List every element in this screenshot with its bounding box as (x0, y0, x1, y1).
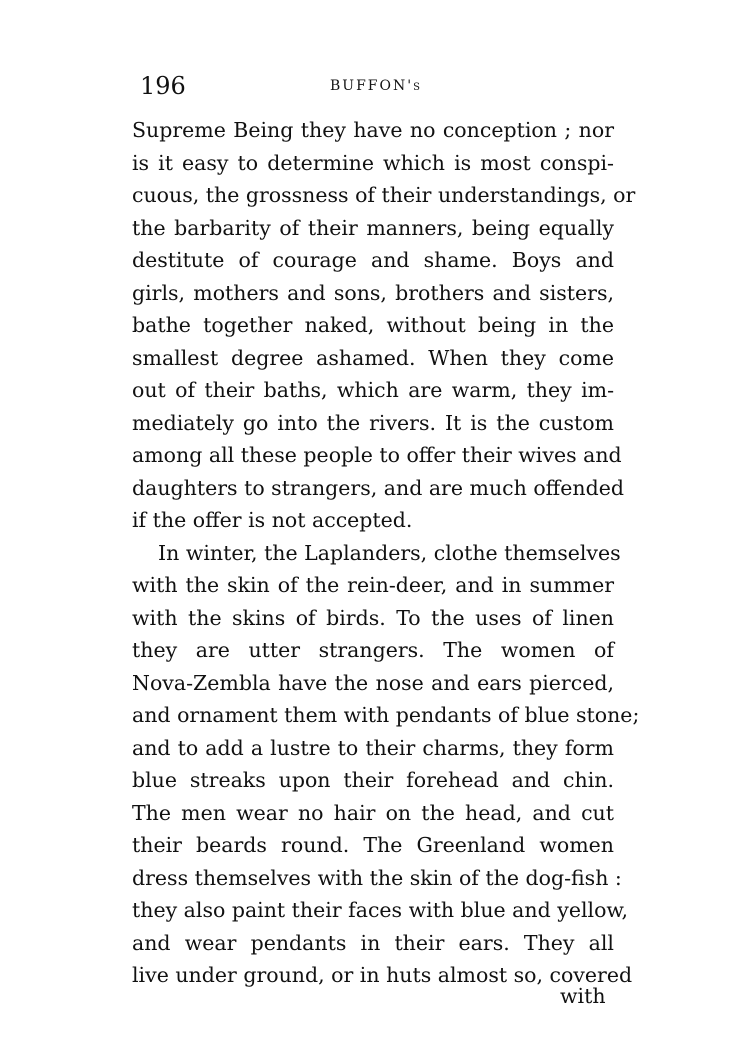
text-line: Nova-Zembla have the nose and ears pierced, (132, 670, 614, 695)
text-line: blue streaks upon their forehead and chin. (132, 768, 614, 792)
text-line: smallest degree ashamed. When they come (132, 345, 614, 370)
text-line: bathe together naked, without being in the (132, 313, 614, 337)
text-line: out of their baths, which are warm, they im- (132, 378, 614, 402)
text-line: the barbarity of their manners, being equally (132, 215, 614, 240)
text-line: cuous, the grossness of their understandings, or (132, 183, 636, 207)
text-line: their beards round. The Greenland women (132, 833, 614, 857)
text-line: with the skins of birds. To the uses of linen (132, 605, 614, 630)
text-line: Supreme Being they have no conception ; nor (132, 118, 614, 142)
text-line: The men wear no hair on the head, and cut (132, 800, 614, 825)
text-line: daughters to strangers, and are much offended (132, 475, 624, 500)
page-number: 196 (140, 72, 186, 100)
text-line: with the skin of the rein-deer, and in summer (132, 573, 614, 597)
text-line: dress themselves with the skin of the dog-fish : (132, 865, 622, 890)
text-line: mediately go into the rivers. It is the custom (132, 410, 614, 435)
paragraph-end-line: if the offer is not accepted. (132, 508, 413, 532)
text-line: and ornament them with pendants of blue stone; (132, 703, 640, 727)
catchword: with (560, 984, 606, 1008)
text-line: is it easy to determine which is most conspi- (132, 150, 614, 175)
text-line: and wear pendants in their ears. They all (132, 930, 614, 955)
text-line: girls, mothers and sons, brothers and sisters, (132, 280, 614, 305)
text-line: they are utter strangers. The women of (132, 638, 614, 662)
text-line: live under ground, or in huts almost so, covered (132, 963, 633, 987)
text-line: among all these people to offer their wives and (132, 443, 622, 467)
text-line: destitute of courage and shame. Boys and (132, 248, 614, 272)
running-head: BUFFON's (330, 78, 422, 94)
body-text (132, 114, 640, 992)
paragraph-start-line: In winter, the Laplanders, clothe themselves (158, 540, 621, 565)
page-header (140, 72, 620, 102)
text-line: they also paint their faces with blue and yellow, (132, 898, 629, 922)
text-line: and to add a lustre to their charms, they form (132, 735, 614, 760)
